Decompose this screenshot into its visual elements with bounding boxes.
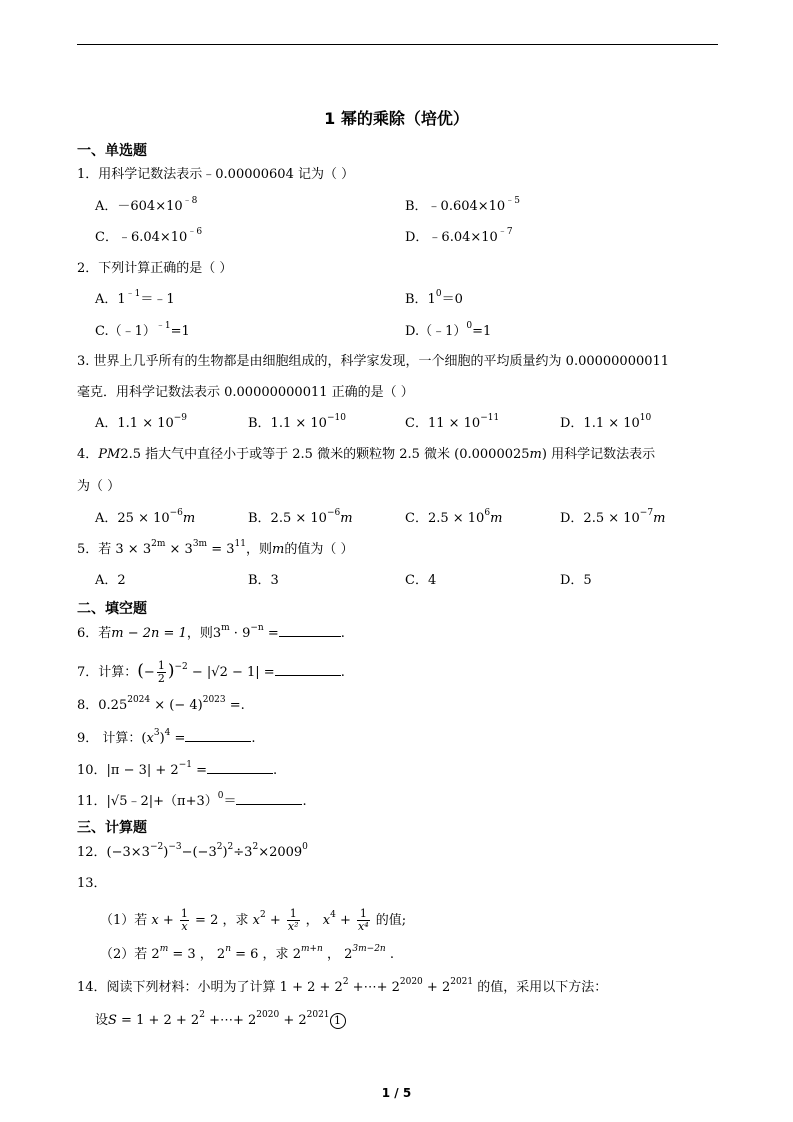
q13-fraction-3: $\frac{1}{\text{x⁴}}$ <box>358 907 369 933</box>
q3-option-a: A．$1.1 \times 10^{-9}$ <box>95 412 188 431</box>
q5-option-b: B．3 <box>248 573 279 588</box>
q10-answer-blank[interactable] <box>207 761 273 774</box>
q3-option-d: D．$1.1 \times 10^{10}$ <box>560 412 652 431</box>
circled-number-one: 1 <box>330 1013 346 1029</box>
q1-option-c: C．$﹣6.04\times 10^{﹣6}$ <box>95 226 203 245</box>
q2-stem: 2．下列计算正确的是（ ） <box>77 261 233 276</box>
q9-answer-blank[interactable] <box>185 729 251 742</box>
q7-answer-blank[interactable] <box>275 663 341 676</box>
q7-stem: 7．计算：(− $\frac{1}{2}$ )$^{-2}$ − |√2 − 1| = . <box>77 659 345 685</box>
q8-stem: 8．$0.25^{2024}$ × (− 4)$^{2023}$ =. <box>77 694 245 713</box>
q2-option-d: D.（﹣1）$^0$=1 <box>405 320 492 339</box>
q6-stem: 6．若m − 2n = 1，则$3^m \cdot 9^{-n}$ = . <box>77 622 345 641</box>
q3-option-b: B．$1.1 \times 10^{-10}$ <box>248 412 346 431</box>
section-heading-single-choice: 一、单选题 <box>77 143 147 159</box>
q13-fraction-1: $\frac{1}{x}$ <box>180 907 188 933</box>
q2-option-c: C.（﹣1）$^{﹣1}$=1 <box>95 320 190 339</box>
q9-stem: 9． 计算：$(x^3)^4$ = . <box>77 727 256 746</box>
q13-part2: （2）若 $2^m = 3$ ， $2^n = 6$ ，求 $2^{m+n}$ ， $2^{3m-2n}$ . <box>100 943 394 962</box>
q1-option-a: A．$-604\times 10^{﹣8}$ <box>95 195 198 214</box>
q3-stem-line1: 3. 世界上几乎所有的生物都是由细胞组成的，科学家发现，一个细胞的平均质量约为 0.00000000011 <box>77 354 670 369</box>
q2-option-b: B．$1^0=0$ <box>405 288 463 307</box>
section-heading-fill-blank: 二、填空题 <box>77 601 147 617</box>
q4-option-a: A．$25 \times 10^{-6}m$ <box>95 507 196 526</box>
q11-answer-blank[interactable] <box>236 792 302 805</box>
q3-option-c: C．$11 \times 10^{-11}$ <box>405 412 500 431</box>
q13-number: 13． <box>77 876 107 891</box>
q6-answer-blank[interactable] <box>279 624 341 637</box>
q11-stem: 11．$|√5﹣2|+(\pi+3)^0=$ . <box>77 790 307 809</box>
q13-part1: （1）若 x + $\frac{1}{x}$ = 2 ，求 $x^2$ + $\frac{1}{\text{x²}}$ ， $x^4$ + $\frac{1}{\text{x⁴}}$ 的值; <box>100 907 407 933</box>
q4-stem-line1: 4．PM2.5 指大气中直径小于或等于 2.5 微米的颗粒物 2.5 微米 (0.0000025m) 用科学记数法表示 <box>77 447 656 462</box>
q1-stem: 1．用科学记数法表示﹣0.00000604 记为（ ） <box>77 167 355 182</box>
q5-option-d: D．5 <box>560 573 592 588</box>
q5-option-a: A．2 <box>95 573 126 588</box>
q5-option-c: C．4 <box>405 573 437 588</box>
section-heading-calculation: 三、计算题 <box>77 820 147 836</box>
q1-option-b: B．$﹣0.604\times 10^{﹣5}$ <box>405 195 520 214</box>
q4-stem-line2: 为（ ） <box>77 479 121 494</box>
q5-stem: 5．若 $3 \times 3^{2m} \times 3^{3m} = 3^{11}$，则m的值为（ ） <box>77 538 354 557</box>
q12-stem: 12．$(-3\times 3^{-2})^{-3}-(-3^2)^2\div 3^2\times 2009^0$ <box>77 841 308 860</box>
q4-option-d: D．$2.5 \times 10^{-7}m$ <box>560 507 666 526</box>
q2-option-a: A．$1^{﹣1}=﹣1$ <box>95 288 175 307</box>
q7-fraction: $\frac{1}{2}$ <box>157 659 165 685</box>
q10-stem: 10．$|\pi - 3| + 2^{-1}$ = . <box>77 759 278 778</box>
header-rule <box>77 44 718 45</box>
q4-option-c: C．$2.5 \times 10^6m$ <box>405 507 503 526</box>
q1-option-d: D．$﹣6.04\times 10^{﹣7}$ <box>405 226 513 245</box>
q14-stem: 14．阅读下列材料：小明为了计算 $1 + 2 + 2^2$ +⋯+ $2^{2020} + 2^{2021}$ 的值，采用以下方法： <box>77 976 608 995</box>
q13-fraction-2: $\frac{1}{\text{x²}}$ <box>287 907 299 933</box>
q4-option-b: B．$2.5 \times 10^{-6}m$ <box>248 507 353 526</box>
page-number: 1 / 5 <box>381 1086 412 1100</box>
q14-equation-1: 设$S = 1 + 2 + 2^2$ +⋯+ $2^{2020} + 2^{2021}$ 1 <box>95 1012 346 1030</box>
page-title: 1 幂的乘除（培优） <box>324 109 469 128</box>
q3-stem-line2: 毫克．用科学记数法表示 0.00000000011 正确的是（ ） <box>77 385 414 400</box>
